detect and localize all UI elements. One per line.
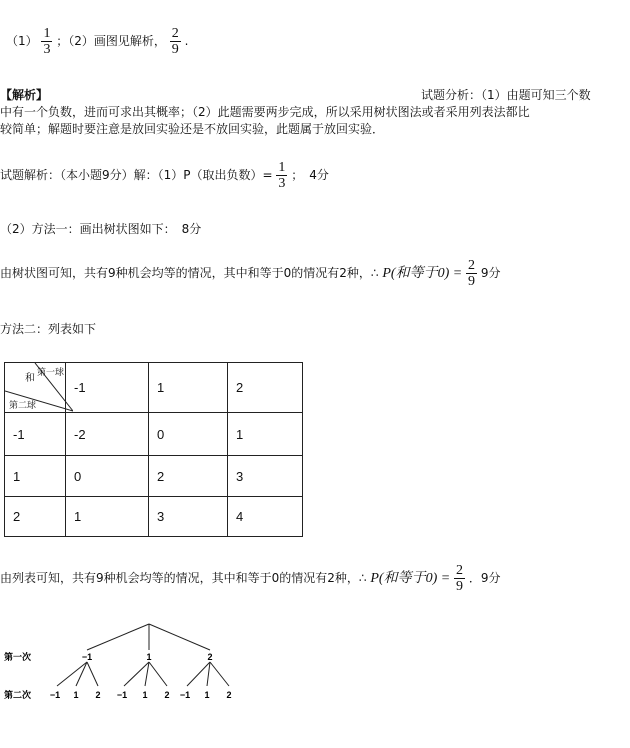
tree-node: −1 xyxy=(81,652,93,662)
analysis-line-2: 中有一个负数，进而可求出其概率；（2）此题需要两步完成，所以采用树状图法或者采用列表法都比 xyxy=(0,105,530,119)
tree-second-draw xyxy=(50,690,232,700)
fraction-denominator: 3 xyxy=(43,42,51,57)
tree-conclusion-score: 9分 xyxy=(480,266,501,280)
tree-diagram xyxy=(0,620,260,710)
table-corner-cell xyxy=(5,363,66,413)
probability-expression: P(和等于0) = xyxy=(382,266,463,281)
tree-conclusion-text: 由树状图可知，共有9种机会均等的情况，其中和等于0的情况有2种，∴ xyxy=(0,266,379,280)
table-cell: 3 xyxy=(228,456,303,497)
table-conclusion xyxy=(0,563,501,594)
fraction-denominator: 3 xyxy=(278,176,286,191)
answer-separator: ；（2）画图见解析， xyxy=(56,34,166,48)
fraction-denominator: 9 xyxy=(171,42,179,57)
table-col-header: 1 xyxy=(149,363,228,413)
tree-leaf: 2 xyxy=(226,690,232,700)
table-cell: 1 xyxy=(228,413,303,456)
analysis-line-1: 试题分析：（1）由题可知三个数 xyxy=(421,88,591,102)
tree-leaf: 2 xyxy=(164,690,170,700)
tree-leaf: 1 xyxy=(73,690,79,700)
table-cell: 2 xyxy=(149,456,228,497)
tree-leaf: −1 xyxy=(49,690,61,700)
tree-leaf: 1 xyxy=(204,690,210,700)
answer-fraction-2-9 xyxy=(170,26,181,57)
answer-fraction-1-3 xyxy=(41,26,52,57)
sum-table xyxy=(4,362,303,537)
fraction-numerator: 1 xyxy=(278,160,286,175)
table-row xyxy=(5,413,303,456)
tree-level2-label: 第二次 xyxy=(4,690,32,700)
probability-expression: P(和等于0) = xyxy=(370,571,451,586)
method-two-heading: 方法二：列表如下 xyxy=(0,322,97,336)
table-col-header: 2 xyxy=(228,363,303,413)
table-cell: 4 xyxy=(228,497,303,537)
method-one-heading: （2）方法一：画出树状图如下： 8分 xyxy=(0,222,202,236)
fraction-numerator: 1 xyxy=(43,26,51,41)
answer-line xyxy=(6,26,188,57)
tree-node: 2 xyxy=(207,652,213,662)
solution-part1-score: ； 4分 xyxy=(291,168,329,182)
probability-fraction xyxy=(454,563,465,594)
table-conclusion-text: 由列表可知，共有9种机会均等的情况，其中和等于0的情况有2种，∴ xyxy=(0,571,367,585)
analysis-heading: 【解析】 xyxy=(0,88,49,102)
solution-part1 xyxy=(0,160,329,191)
corner-sum-label: 和 xyxy=(25,373,35,384)
tree-leaf: 2 xyxy=(95,690,101,700)
solution-fraction-1-3 xyxy=(276,160,287,191)
table-row xyxy=(5,456,303,497)
tree-node: 1 xyxy=(146,652,152,662)
table-row-header: 1 xyxy=(5,456,66,497)
tree-first-draw xyxy=(82,652,213,662)
table-row xyxy=(5,497,303,537)
table-cell: 0 xyxy=(149,413,228,456)
fraction-numerator: 2 xyxy=(171,26,179,41)
fraction-denominator: 9 xyxy=(468,274,476,289)
tree-leaf: −1 xyxy=(116,690,128,700)
table-cell: 0 xyxy=(66,456,149,497)
fraction-numerator: 2 xyxy=(456,563,464,578)
table-row-header: -1 xyxy=(5,413,66,456)
tree-level1-label: 第一次 xyxy=(4,652,32,662)
answer-end: . xyxy=(184,34,189,48)
table-col-header: -1 xyxy=(66,363,149,413)
analysis-line-3: 较简单；解题时要注意是放回实验还是不放回实验，此题属于放回实验． xyxy=(0,122,385,136)
answer-part1-label: （1） xyxy=(6,34,38,48)
corner-first-label: 第一球 xyxy=(37,367,65,377)
table-cell: -2 xyxy=(66,413,149,456)
corner-second-label: 第二球 xyxy=(9,400,37,410)
table-cell: 3 xyxy=(149,497,228,537)
table-conclusion-score: ．9分 xyxy=(468,571,501,585)
fraction-denominator: 9 xyxy=(456,579,464,594)
solution-part1-text: 试题解析：（本小题9分）解：（1）P（取出负数）= xyxy=(0,168,273,182)
table-cell: 1 xyxy=(66,497,149,537)
tree-conclusion xyxy=(0,258,501,289)
tree-leaf: −1 xyxy=(179,690,191,700)
probability-fraction xyxy=(466,258,477,289)
fraction-numerator: 2 xyxy=(468,258,476,273)
tree-leaf: 1 xyxy=(142,690,148,700)
table-row-header: 2 xyxy=(5,497,66,537)
